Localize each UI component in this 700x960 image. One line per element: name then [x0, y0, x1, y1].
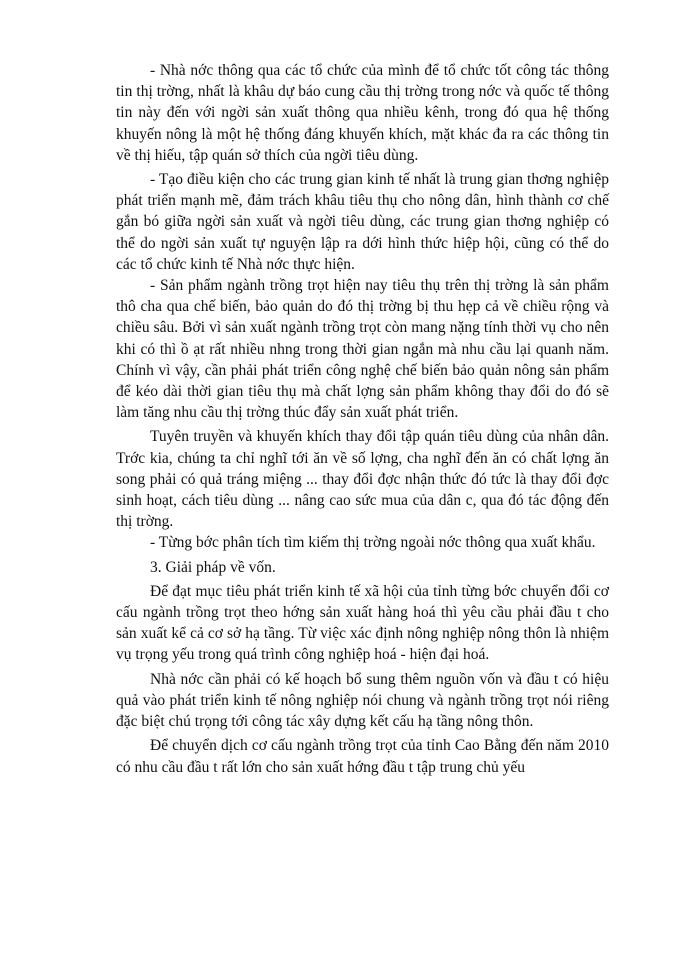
section-heading-capital-solutions: 3. Giải pháp về vốn. [150, 558, 276, 576]
paragraph-product-processing: - Sản phẩm ngành trồng trọt hiện nay tiêu thụ trên thị trờng là sản phẩm thô cha qua chế biến, bảo quản do đó thị trờng bị thu hẹp cả về chiều rộng và chiều sâu. Bởi vì sản xuất ngành trồng trọt còn mang nặng tính thời vụ cho nên khi có thì ồ ạt rất nhiều nhng trong thời gian ngắn mà nhu cầu lại quanh năm. Chính vì vậy, cần phải phát triển công nghệ chế biến bảo quản nông sản phẩm để kéo dài thời gian tiêu thụ mà chất lợng sản phẩm không thay đổi do đó sẽ làm tăng nhu cầu thị trờng thúc đẩy sản xuất phát triển. [116, 277, 609, 422]
paragraph-consumer-habits: Tuyên truyền và khuyến khích thay đổi tập quán tiêu dùng của nhân dân. Trớc kia, chúng ta chỉ nghĩ tới ăn về số lợng, cha nghĩ đến ăn có chất lợng ăn song phải có quả tráng miệng ... thay đổi đợc nhận thức đó tức là thay đổi đợc sinh hoạt, cách tiêu dùng ... nâng cao sức mua của dân c, qua đó tác động đến thị trờng. [116, 428, 609, 531]
paragraph-state-capital-plan: Nhà nớc cần phải có kế hoạch bổ sung thêm nguồn vốn và đầu t có hiệu quả vào phát triển kinh tế nông nghiệp nói chung và ngành trồng trọt nói riêng đặc biệt chú trọng tới công tác xây dựng kết cấu hạ tầng nông thôn. [116, 670, 609, 731]
paragraph-export-markets: - Từng bớc phân tích tìm kiếm thị trờng ngoài nớc thông qua xuất khẩu. [150, 534, 596, 552]
paragraph-investment-goals: Để đạt mục tiêu phát triển kinh tế xã hội của tỉnh từng bớc chuyển đổi cơ cấu ngành trồng trọt theo hớng sản xuất hàng hoá thì yêu cầu phải đầu t cho sản xuất kể cả cơ sở hạ tầng. Từ việc xác định nông nghiệp nông thôn là nhiệm vụ trọng yếu trong quá trình công nghiệp hoá - hiện đại hoá. [116, 582, 609, 664]
document-body [116, 60, 609, 778]
paragraph-cao-bang-2010: Để chuyển dịch cơ cấu ngành trồng trọt của tỉnh Cao Bằng đến năm 2010 có nhu cầu đầu t rất lớn cho sản xuất hớng đầu t tập trung chủ yếu [116, 737, 609, 776]
paragraph-market-information: - Nhà nớc thông qua các tổ chức của mình để tổ chức tốt công tác thông tin thị trờng, nhất là khâu dự báo cung cầu thị trờng trong nớc và quốc tế thông tin này đến với ngời sản xuất thông qua nhiều kênh, trong đó qua hệ thống khuyến nông là một hệ thống đáng khuyến khích, mặt khác đa ra các thông tin về thị hiếu, tập quán sở thích của ngời tiêu dùng. [116, 62, 609, 164]
paragraph-trade-intermediaries: - Tạo điều kiện cho các trung gian kinh tế nhất là trung gian thơng nghiệp phát triển mạnh mẽ, đảm trách khâu tiêu thụ cho nông dân, hình thành cơ chế gắn bó giữa ngời sản xuất và ngời tiêu dùng, các trung gian thơng nghiệp có thể do ngời sản xuất tự nguyện lập ra dới hình thức hiệp hội, cũng có thể do các tổ chức kinh tế Nhà nớc thực hiện. [116, 171, 609, 273]
